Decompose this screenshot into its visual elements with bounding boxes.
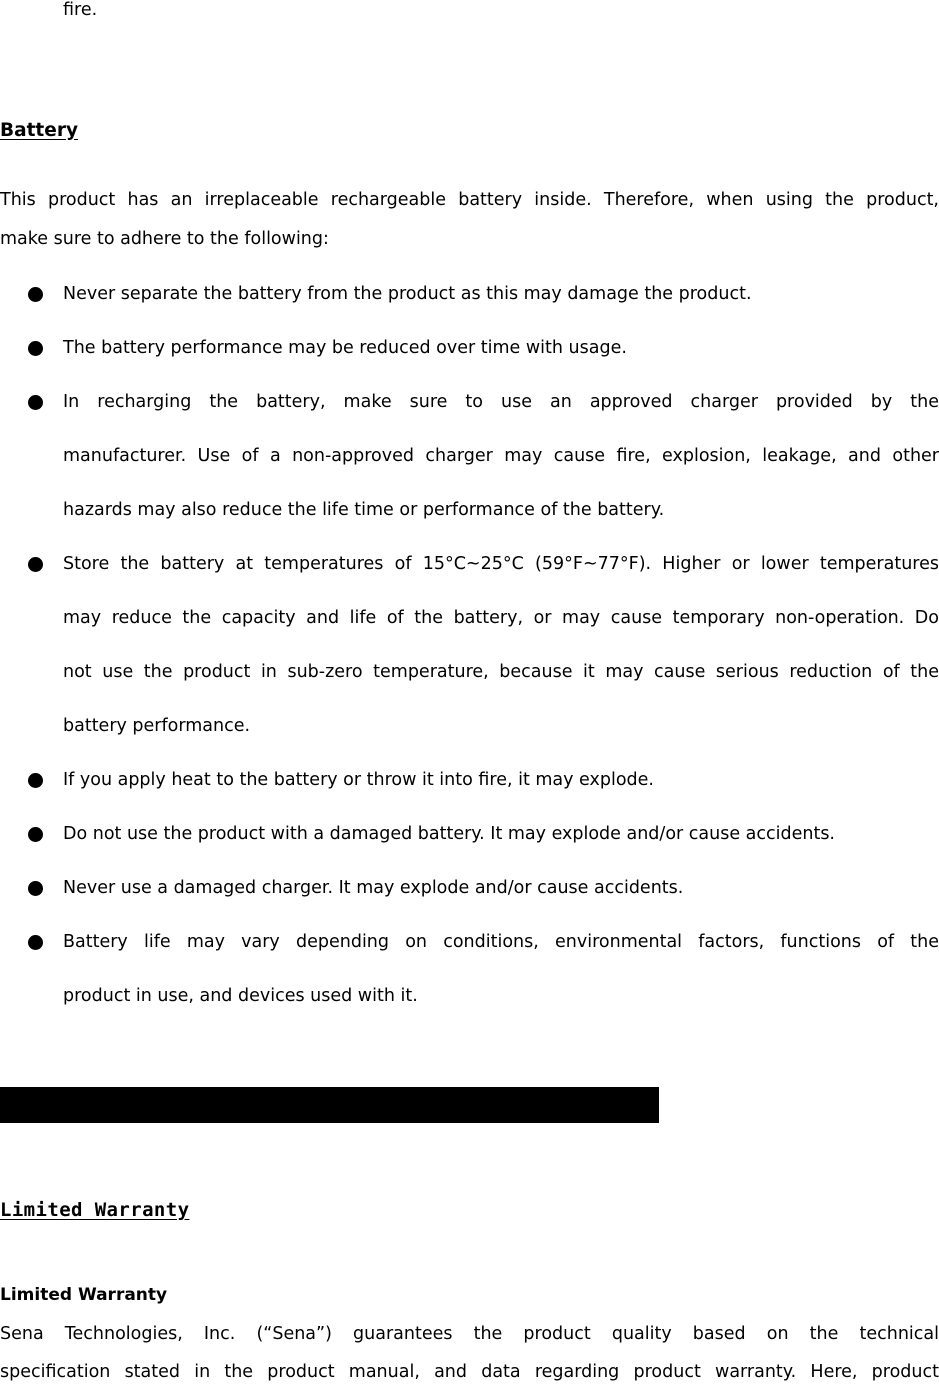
battery-intro-line-1: This product has an irreplaceable rechargeable battery inside. Therefore, when using the product, <box>0 190 939 210</box>
bullet-dot-icon <box>28 557 43 572</box>
bullet-dot-icon <box>28 395 43 410</box>
battery-bullet-3-line-3: hazards may also reduce the life time or performance of the battery. <box>63 500 665 520</box>
battery-bullet-4-line-2: may reduce the capacity and life of the battery, or may cause temporary non-operation. Do <box>63 608 939 628</box>
bullet-dot-icon <box>28 827 43 842</box>
battery-bullet-4-line-4: battery performance. <box>63 716 251 736</box>
battery-heading: Battery <box>0 119 79 141</box>
battery-bullet-2: The battery performance may be reduced over time with usage. <box>63 338 627 358</box>
warranty-heading: Limited Warranty <box>0 1199 190 1221</box>
previous-page-fragment: fire. <box>63 0 98 20</box>
bullet-dot-icon <box>28 287 43 302</box>
warranty-body-line-1: Sena Technologies, Inc. (“Sena”) guarantees the product quality based on the technical <box>0 1324 939 1344</box>
battery-bullet-8-line-1: Battery life may vary depending on conditions, environmental factors, functions of the <box>63 932 939 952</box>
battery-intro-line-2: make sure to adhere to the following: <box>0 229 329 249</box>
bullet-dot-icon <box>28 773 43 788</box>
battery-bullet-7: Never use a damaged charger. It may explode and/or cause accidents. <box>63 878 684 898</box>
battery-bullet-4-line-1: Store the battery at temperatures of 15°C~25°C (59°F~77°F). Higher or lower temperatures <box>63 554 939 574</box>
battery-bullet-3-line-1: In recharging the battery, make sure to use an approved charger provided by the <box>63 392 939 412</box>
battery-bullet-6: Do not use the product with a damaged battery. It may explode and/or cause accidents. <box>63 824 835 844</box>
bullet-dot-icon <box>28 341 43 356</box>
battery-bullet-5: If you apply heat to the battery or throw it into fire, it may explode. <box>63 770 654 790</box>
battery-bullet-3-line-2: manufacturer. Use of a non-approved charger may cause fire, explosion, leakage, and other <box>63 446 939 466</box>
bullet-dot-icon <box>28 881 43 896</box>
battery-bullet-4-line-3: not use the product in sub-zero temperature, because it may cause serious reduction of the <box>63 662 939 682</box>
battery-bullet-8-line-2: product in use, and devices used with it. <box>63 986 418 1006</box>
battery-bullet-1: Never separate the battery from the product as this may damage the product. <box>63 284 752 304</box>
black-bar <box>0 1087 659 1123</box>
warranty-body-line-2: specification stated in the product manual, and data regarding product warranty. Here, product <box>0 1362 939 1382</box>
warranty-subheading: Limited Warranty <box>0 1285 168 1305</box>
bullet-dot-icon <box>28 935 43 950</box>
